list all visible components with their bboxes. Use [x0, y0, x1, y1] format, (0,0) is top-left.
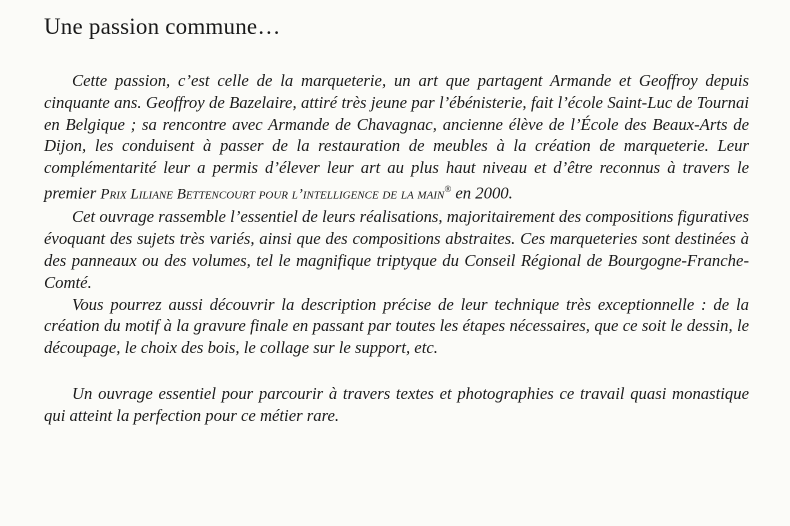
paragraph-technique: Vous pourrez aussi découvrir la description précise de leur technique très exceptionnelle : de la création du motif à la gravure finale en passant par toutes les étapes nécessaires, que ce soit le dessin, le découpage, le choix des bois, le collage sur le support, etc. — [44, 294, 749, 358]
paragraph-contents: Cet ouvrage rassemble l’essentiel de leurs réalisations, majoritairement des compositions figuratives évoquant des sujets très variés, ainsi que des compositions abstraites. Ces marqueteries sont destinées à des panneaux ou des volumes, tel le magnifique triptyque du Conseil Régional de Bourgogne-Franche-Comté. — [44, 207, 749, 292]
registered-mark: ® — [444, 183, 452, 194]
paragraph-intro-text: Cette passion, c’est celle de la marqueterie, un art que partagent Armande et Geoffroy depuis cinquante ans. Geoffroy de Bazelaire, attiré très jeune par l’ébénisterie, fait l’école Saint-Luc de Tournai en Belgique ; sa rencontre avec Armande de Chavagnac, ancienne élève de l’École des Beaux-Arts de Dijon, les conduisent à passer de la restauration de meubles à la création de marqueterie. Leur complémentarité leur a permis d’élever leur art au plus haut niveau et d’être reconnus à travers le premier — [44, 71, 749, 203]
prize-name: Prix Liliane Bettencourt pour l’intelligence de la main — [100, 186, 445, 203]
prize-year: en 2000. — [451, 183, 513, 203]
page-title: Une passion commune… — [44, 14, 281, 39]
paragraph-intro — [44, 70, 749, 206]
paragraph-conclusion: Un ouvrage essentiel pour parcourir à travers textes et photographies ce travail quasi monastique qui atteint la perfection pour ce métier rare. — [44, 383, 749, 425]
body-text — [44, 70, 749, 427]
